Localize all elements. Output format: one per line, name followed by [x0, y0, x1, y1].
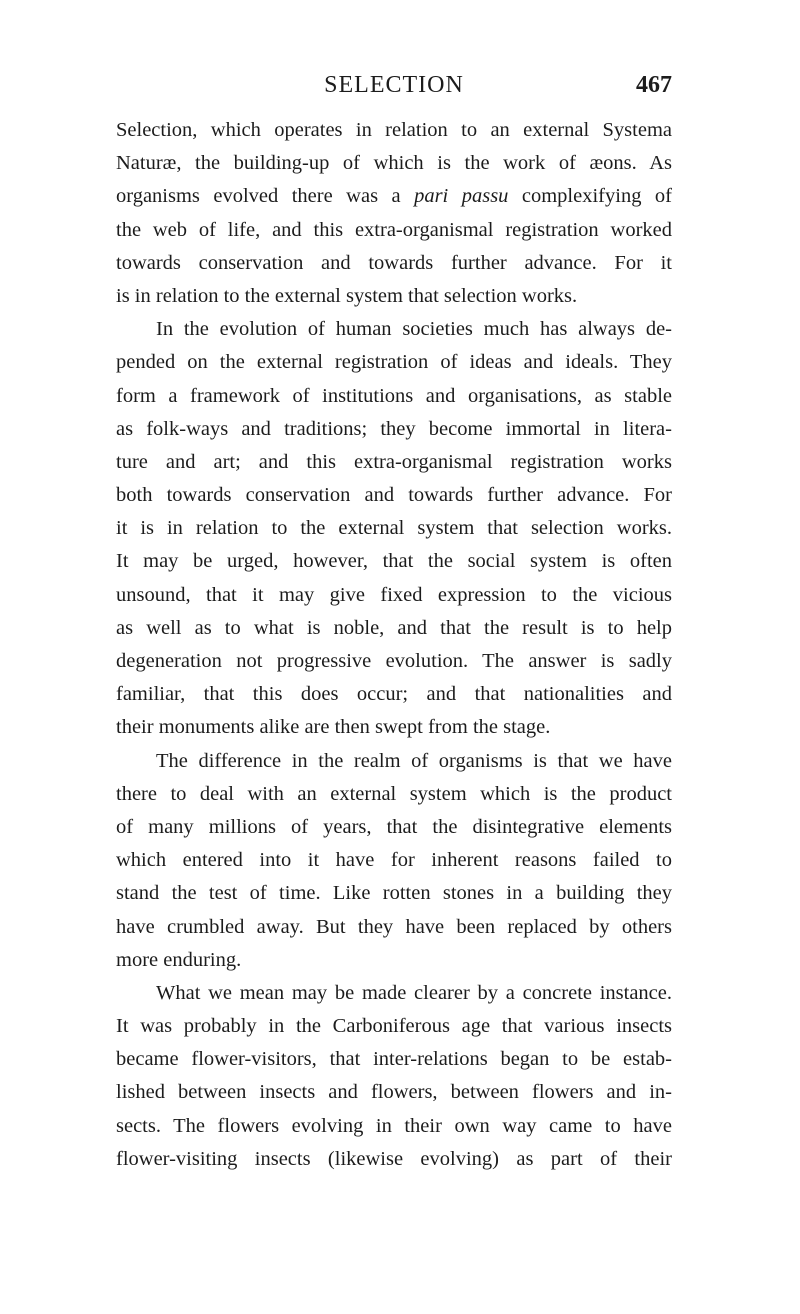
running-head [116, 70, 672, 100]
text-line: unsound, that it may give fixed expression to the vicious [116, 583, 672, 606]
text-line: the web of life, and this extra-organismal registration worked [116, 218, 672, 241]
text-line: Naturæ, the building-up of which is the work of æons. As [116, 152, 672, 175]
text-line: familiar, that this does occur; and that nationalities and [116, 683, 672, 706]
text-line: which entered into it have for inherent reasons failed to [116, 849, 672, 872]
text-line: it is in relation to the external system that selection works. [116, 517, 672, 540]
text-line: It may be urged, however, that the social system is often [116, 550, 672, 573]
text-line: flower-visiting insects (likewise evolving) as part of their [116, 1147, 672, 1170]
text-line: of many millions of years, that the disintegrative elements [116, 815, 672, 838]
text-segment: complexifying of [508, 185, 672, 208]
text-line: their monuments alike are then swept from the stage. [116, 716, 551, 739]
text-line: as well as to what is noble, and that the result is to help [116, 616, 672, 639]
text-line: form a framework of institutions and organisations, as stable [116, 384, 672, 407]
text-line: pended on the external registration of ideas and ideals. They [116, 351, 672, 374]
text-line: lished between insects and flowers, between flowers and in- [116, 1081, 672, 1104]
text-line: It was probably in the Carboniferous age that various insects [116, 1015, 672, 1038]
body-text [116, 114, 672, 1176]
running-title: SELECTION [324, 72, 464, 98]
text-line: sects. The flowers evolving in their own way came to have [116, 1114, 672, 1137]
text-line: Selection, which operates in relation to an external Systema [116, 119, 672, 141]
text-line: What we mean may be made clearer by a concrete instance. [156, 981, 672, 1004]
text-line: there to deal with an external system which is the product [116, 782, 672, 805]
text-line: became flower-visitors, that inter-relations began to be estab- [116, 1048, 672, 1071]
text-segment: organisms evolved there was a [116, 185, 415, 208]
text-line: The difference in the realm of organisms is that we have [156, 749, 672, 772]
text-line: more enduring. [116, 948, 242, 971]
page-number: 467 [636, 72, 672, 98]
text-line: ture and art; and this extra-organismal registration works [116, 450, 672, 473]
text-line: as folk-ways and traditions; they become immortal in litera- [116, 417, 672, 440]
text-line: In the evolution of human societies much has always de- [156, 318, 672, 341]
text-line: degeneration not progressive evolution. The answer is sadly [116, 650, 672, 672]
text-line: stand the test of time. Like rotten stones in a building they [116, 882, 672, 905]
italic-phrase: pari passu [414, 185, 509, 208]
text-line-pari-passu [116, 180, 672, 213]
text-line: both towards conservation and towards further advance. For [116, 484, 672, 507]
text-line: towards conservation and towards further advance. For it [116, 251, 672, 274]
text-line: is in relation to the external system that selection works. [116, 284, 578, 307]
text-line: have crumbled away. But they have been replaced by others [116, 915, 672, 938]
